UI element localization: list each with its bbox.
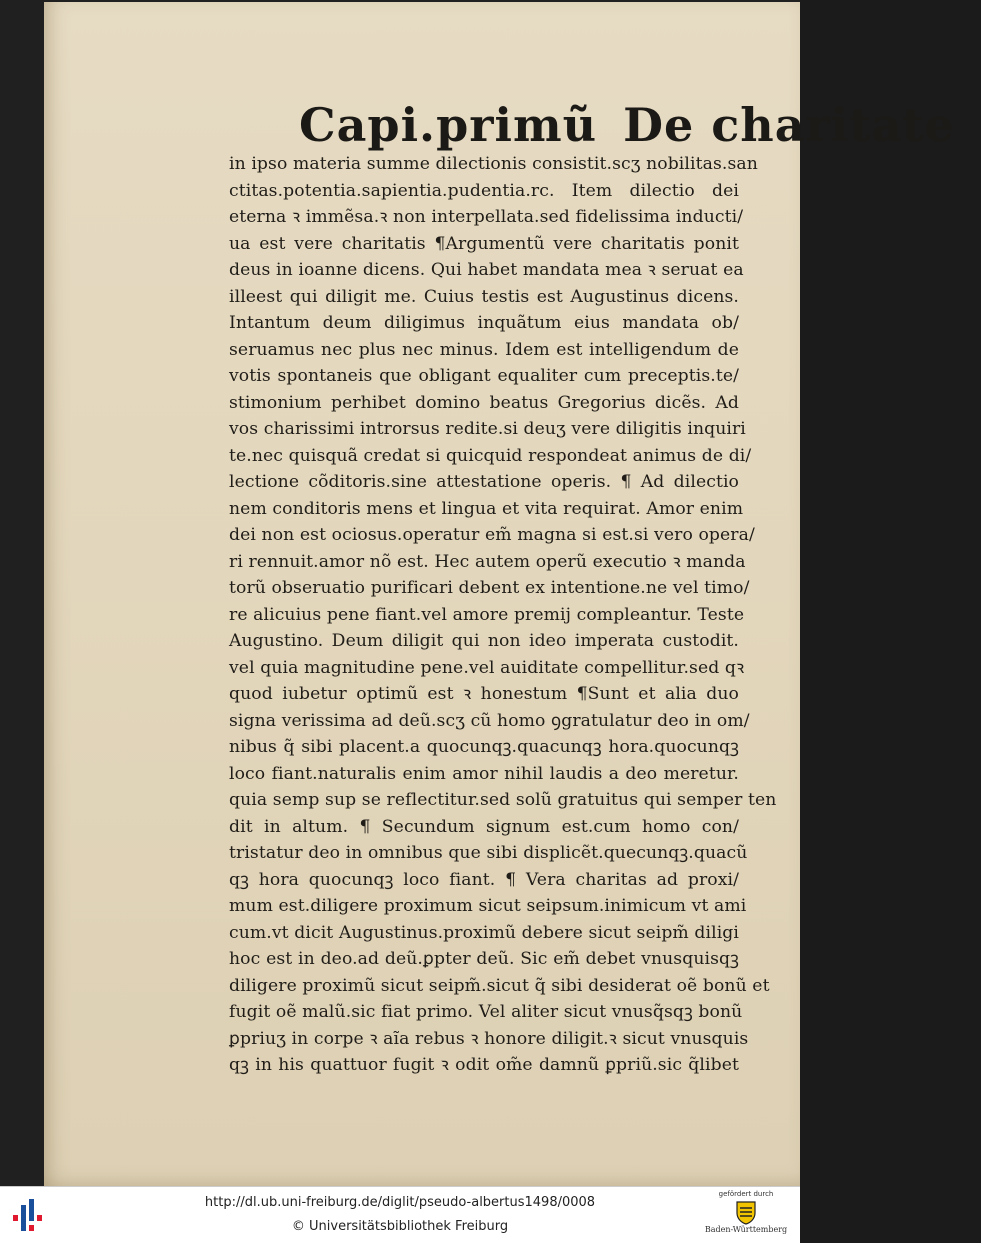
copyright-notice: © Universitätsbibliothek Freiburg — [291, 1219, 509, 1234]
text-line: ꝑpriuʒ in corpe ꝛ aĩa rebus ꝛ honore diligit.ꝛ sicut vnusquis — [229, 1028, 749, 1049]
body-text — [229, 151, 777, 1079]
text-line: votis spontaneis que obligant equaliter cum preceptis.te/ — [229, 366, 739, 386]
chapter-number: Capi.primũ — [299, 98, 598, 152]
text-line: ua est vere charitatis ¶Argumentũ vere charitatis ponit — [229, 233, 739, 254]
text-line: ctitas.potentia.sapientia.pudentia.rc. Item dilectio dei — [229, 180, 739, 201]
text-line: vel quia magnitudine pene.vel auiditate compellitur.sed qꝛ — [229, 657, 745, 678]
text-line: illeest qui diligit me. Cuius testis est Augustinus dicens. — [229, 286, 739, 307]
chapter-heading — [299, 98, 955, 152]
text-line: hoc est in deo.ad deũ.ꝑpter deũ. Sic em̃ debet vnusquisqꝫ — [229, 949, 739, 969]
text-line: torũ obseruatio purificari debent ex intentione.ne vel timo/ — [229, 578, 750, 598]
text-line: re alicuius pene fiant.vel amore premij compleantur. Teste — [229, 604, 745, 625]
document-url-link[interactable]: http://dl.ub.uni-freiburg.de/diglit/pseudo-albertus1498/0008 — [204, 1195, 596, 1210]
text-line: lectione cõditoris.sine attestatione operis. ¶ Ad dilectio — [229, 472, 739, 492]
text-line: dei non est ociosus.operatur em̃ magna si est.si vero opera/ — [229, 525, 755, 545]
text-line: seruamus nec plus nec minus. Idem est intelligendum de — [229, 339, 739, 360]
footer-bar — [0, 1186, 800, 1243]
text-line: stimonium perhibet domino beatus Gregorius dicẽs. Ad — [229, 392, 739, 413]
text-line: diligere proximũ sicut seipm̃.sicut q̃ sibi desiderat oẽ bonũ et — [229, 975, 770, 996]
funder-logo[interactable] — [696, 1189, 796, 1241]
text-line: quod iubetur optimũ est ꝛ honestum ¶Sunt et alia duo — [229, 684, 739, 704]
chapter-title: De charitate — [623, 98, 955, 152]
funder-label: gefördert durch — [718, 1190, 774, 1198]
text-line: nibus q̃ sibi placent.a quocunqꝫ.quacunqꝫ hora.quocunqꝫ — [229, 737, 739, 757]
text-line: fugit oẽ malũ.sic fiat primo. Vel aliter sicut vnusq̃sqꝫ bonũ — [229, 1002, 743, 1022]
text-line: deus in ioanne dicens. Qui habet mandata mea ꝛ seruat ea — [229, 260, 744, 280]
text-line: loco fiant.naturalis enim amor nihil laudis a deo meretur. — [229, 763, 739, 784]
funder-name: Baden-Württemberg — [704, 1225, 788, 1234]
baden-wuerttemberg-seal-icon — [734, 1199, 758, 1225]
text-line: eterna ꝛ immẽsa.ꝛ non interpellata.sed fidelissima inducti/ — [229, 207, 744, 227]
text-line: te.nec quisquã credat si quicquid respondeat animus de di/ — [229, 445, 752, 466]
text-line: Augustino. Deum diligit qui non ideo imperata custodit. — [229, 631, 739, 651]
text-line: tristatur deo in omnibus que sibi displicẽt.quecunqꝫ.quacũ — [229, 843, 748, 863]
text-line: signa verissima ad deũ.scʒ cũ homo ꝯgratulatur deo in om/ — [229, 710, 750, 731]
text-line: quia semp sup se reflectitur.sed solũ gratuitus qui semper ten — [229, 790, 777, 810]
text-line: cum.vt dicit Augustinus.proximũ debere sicut seipm̃ diligi — [229, 922, 739, 943]
text-line: in ipso materia summe dilectionis consistit.scʒ nobilitas.san — [229, 154, 758, 174]
text-line: vos charissimi introrsus redite.si deuʒ vere diligitis inquiri — [229, 419, 746, 439]
text-line: nem conditoris mens et lingua et vita requirat. Amor enim — [229, 498, 744, 519]
text-line: ri rennuit.amor nõ est. Hec autem operũ executio ꝛ manda — [229, 551, 746, 572]
text-line: qꝫ in his quattuor fugit ꝛ odit om̃e damnũ ꝑpriũ.sic q̃libet — [229, 1055, 739, 1075]
text-line: mum est.diligere proximum sicut seipsum.inimicum vt ami — [229, 896, 747, 916]
text-line: Intantum deum diligimus inquãtum eius mandata ob/ — [229, 313, 739, 333]
text-line: dit in altum. ¶ Secundum signum est.cum homo con/ — [229, 816, 739, 837]
text-line: qꝫ hora quocunqꝫ loco fiant. ¶ Vera charitas ad proxi/ — [229, 869, 739, 890]
